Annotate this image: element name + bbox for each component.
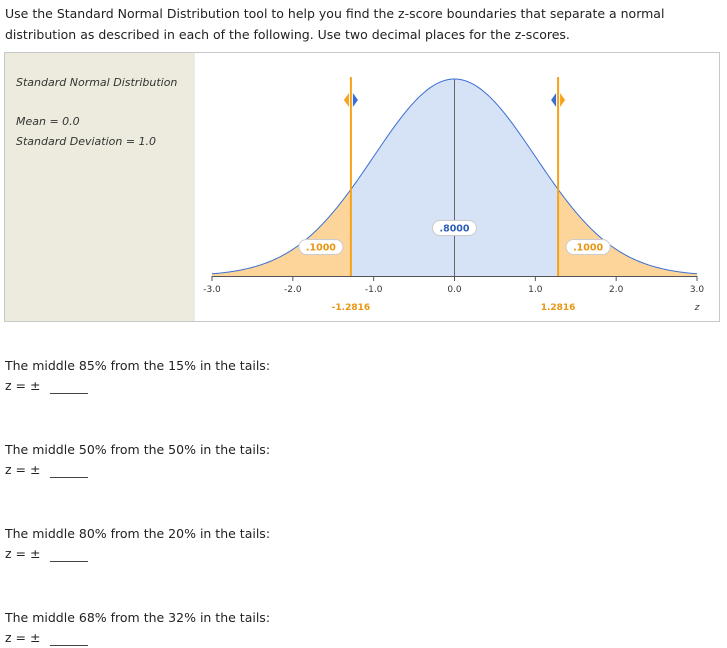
right-tail-area-label: [566, 240, 610, 255]
question-3: [5, 526, 270, 562]
question-4: [5, 610, 270, 646]
right-tail-region: [558, 189, 697, 276]
center-area-label: [433, 221, 477, 236]
x-tick-label: -1.0: [364, 285, 383, 295]
arrow-left-icon[interactable]: [551, 93, 556, 107]
question-4-label: The middle 68% from the 32% in the tails:: [5, 610, 271, 625]
sd-label: Standard Deviation = 1.0: [16, 135, 157, 148]
answer-3-input[interactable]: [50, 548, 88, 562]
question-3-prefix: z = ±: [5, 546, 41, 561]
tool-title: Standard Normal Distribution: [16, 76, 178, 89]
arrow-right-icon[interactable]: [560, 93, 565, 107]
arrow-left-icon[interactable]: [344, 93, 349, 107]
x-tick-label: -3.0: [203, 285, 221, 295]
center-area-text: .8000: [439, 223, 470, 235]
x-axis-ticks: [203, 276, 704, 295]
distribution-info-panel: [5, 53, 195, 321]
question-4-prefix: z = ±: [5, 630, 41, 645]
x-tick-label: -2.0: [284, 285, 302, 295]
left-tail-area-text: .1000: [305, 242, 336, 254]
question-1-label: The middle 85% from the 15% in the tails:: [5, 358, 271, 373]
x-tick-label: 3.0: [689, 285, 705, 295]
mean-label: Mean = 0.0: [16, 115, 80, 128]
answer-1-input[interactable]: [50, 380, 88, 394]
right-tail-area-text: .1000: [573, 242, 604, 254]
x-tick-label: 2.0: [609, 285, 624, 295]
question-1: [5, 358, 270, 394]
left-tail-area-label: [299, 240, 343, 255]
left-tail-region: [212, 189, 351, 276]
arrow-right-icon[interactable]: [353, 93, 358, 107]
distribution-chart: [195, 53, 719, 321]
left-boundary-value: -1.2816: [331, 303, 371, 313]
answer-4-input[interactable]: [50, 632, 88, 646]
question-1-prefix: z = ±: [5, 378, 41, 393]
z-axis-label: z: [694, 303, 700, 313]
x-tick-label: 0.0: [447, 285, 462, 295]
instructions-text: Use the Standard Normal Distribution tool to help you find the z-score boundaries that separate a normal distribution as described in each of the following. Use two decimal places for the z-scores.: [5, 6, 665, 42]
question-2-prefix: z = ±: [5, 462, 41, 477]
question-2-label: The middle 50% from the 50% in the tails:: [5, 442, 271, 457]
normal-distribution-tool: [4, 52, 720, 322]
answer-2-input[interactable]: [50, 464, 88, 478]
right-boundary-value: 1.2816: [540, 303, 576, 313]
question-3-label: The middle 80% from the 20% in the tails:: [5, 526, 271, 541]
question-2: [5, 442, 270, 478]
x-tick-label: 1.0: [528, 285, 543, 295]
